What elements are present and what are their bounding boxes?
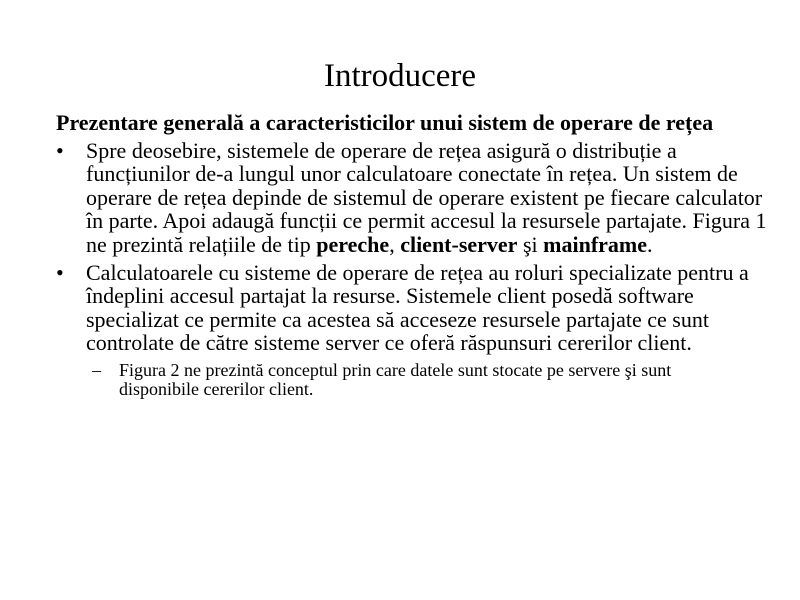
sub-bullet-item [92, 359, 749, 399]
bullet-1-separator-2: şi [517, 231, 544, 257]
sub-bullet-text: Figura 2 ne prezintă conceptul prin care datele sunt stocate pe servere şi sunt disponibile cererilor client. [119, 359, 672, 399]
bullet-1-bold-pereche: pereche [316, 231, 390, 257]
bullet-1-bold-mainframe: mainframe [543, 231, 647, 257]
bullet-1-separator-1: , [389, 231, 401, 257]
section-heading: Prezentare generală a caracteristicilor unui sistem de operare de rețea [56, 110, 714, 135]
bullet-item-1 [56, 139, 771, 257]
bullet-icon: • [56, 259, 64, 285]
bullet-2-text: Calculatoarele cu sisteme de operare de rețea au roluri specializate pentru a îndeplini accesul partajat la resurse. Sistemele client posedă software specializat ce permite ca acestea să acceseze resursele partajate ce sunt controlate de către sisteme server ce oferă răspunsuri cererilor client. [86, 259, 749, 356]
slide-title: Introducere [323, 58, 477, 94]
bullet-1-end: . [647, 231, 653, 257]
bullet-1-text: Spre deosebire, sistemele de operare de rețea asigură o distribuție a funcțiunilor de-a lungul unor calculatoare conectate în rețea. Un sistem de operare de rețea depinde de sistemul de operare existent pe fiecare calculator în parte. Apoi adaugă funcții ce permit accesul la resursele partajate. Figura 1 ne prezintă relațiile de tip [86, 137, 767, 257]
bullet-icon: • [56, 137, 64, 163]
slide-content [56, 111, 771, 399]
bullet-1-bold-client-server: client-server [400, 231, 518, 257]
bullet-item-2 [56, 261, 771, 355]
dash-icon: – [92, 359, 101, 380]
